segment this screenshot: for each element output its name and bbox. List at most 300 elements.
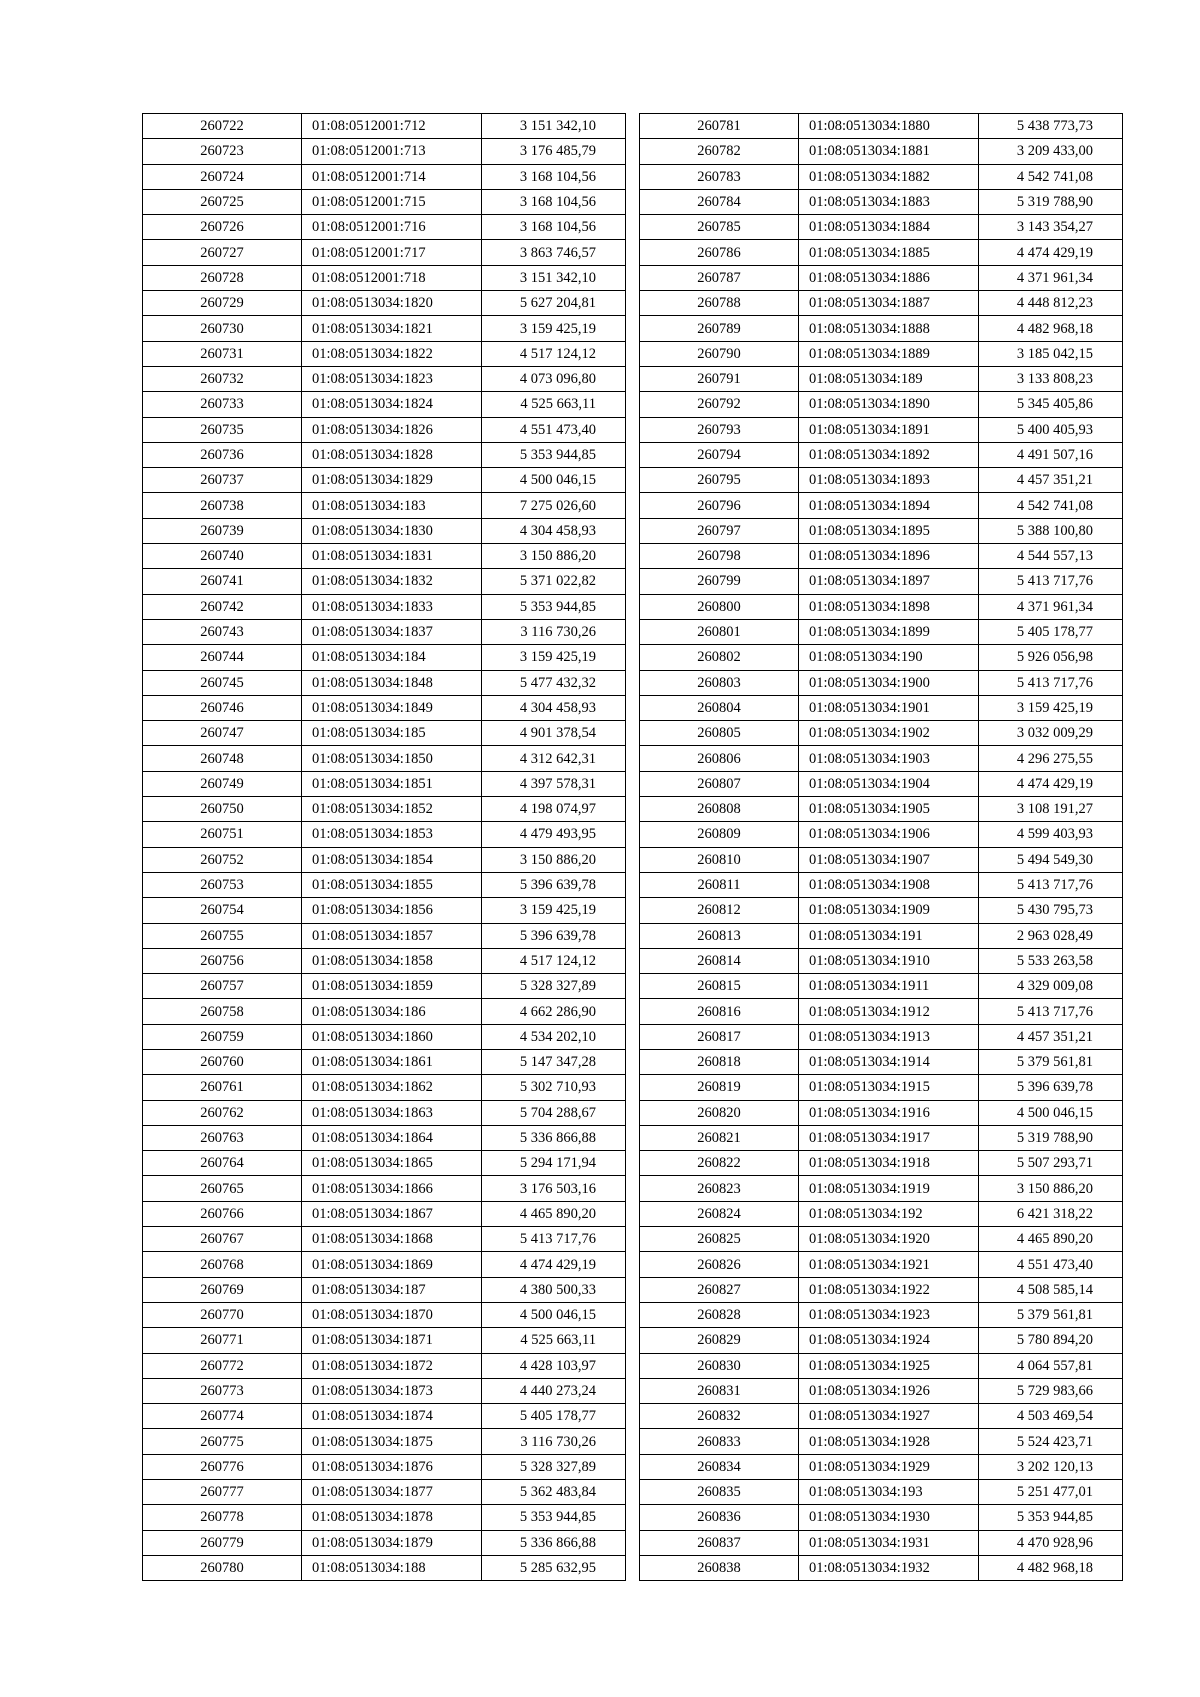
cadastral-number-cell: 01:08:0513034:190 xyxy=(799,645,979,670)
record-number-cell: 260745 xyxy=(143,670,302,695)
cadastral-value-cell: 5 507 293,71 xyxy=(979,1151,1123,1176)
table-row xyxy=(143,1277,626,1302)
table-row xyxy=(143,392,626,417)
table-row xyxy=(640,1429,1123,1454)
cadastral-value-cell: 3 150 886,20 xyxy=(482,847,626,872)
table-row xyxy=(640,1277,1123,1302)
cadastral-number-cell: 01:08:0513034:1826 xyxy=(302,417,482,442)
cadastral-number-cell: 01:08:0513034:1858 xyxy=(302,948,482,973)
cadastral-number-cell: 01:08:0513034:1892 xyxy=(799,442,979,467)
record-number-cell: 260782 xyxy=(640,139,799,164)
table-row xyxy=(143,695,626,720)
cadastral-value-cell: 5 328 327,89 xyxy=(482,1454,626,1479)
cadastral-value-cell: 4 448 812,23 xyxy=(979,291,1123,316)
cadastral-number-cell: 01:08:0513034:1833 xyxy=(302,594,482,619)
cadastral-value-cell: 3 185 042,15 xyxy=(979,341,1123,366)
record-number-cell: 260775 xyxy=(143,1429,302,1454)
record-number-cell: 260778 xyxy=(143,1505,302,1530)
cadastral-value-cell: 5 400 405,93 xyxy=(979,417,1123,442)
cadastral-number-cell: 01:08:0513034:186 xyxy=(302,999,482,1024)
table-row xyxy=(143,948,626,973)
cadastral-number-cell: 01:08:0513034:185 xyxy=(302,721,482,746)
table-row xyxy=(143,1555,626,1580)
cadastral-value-cell: 5 353 944,85 xyxy=(979,1505,1123,1530)
table-row xyxy=(143,746,626,771)
cadastral-value-cell: 3 151 342,10 xyxy=(482,265,626,290)
cadastral-value-cell: 7 275 026,60 xyxy=(482,493,626,518)
cadastral-number-cell: 01:08:0513034:1876 xyxy=(302,1454,482,1479)
cadastral-value-cell: 5 285 632,95 xyxy=(482,1555,626,1580)
record-number-cell: 260765 xyxy=(143,1176,302,1201)
record-number-cell: 260794 xyxy=(640,442,799,467)
cadastral-number-cell: 01:08:0513034:1852 xyxy=(302,797,482,822)
table-row xyxy=(640,139,1123,164)
table-row xyxy=(640,898,1123,923)
table-row xyxy=(640,746,1123,771)
record-number-cell: 260762 xyxy=(143,1100,302,1125)
table-row xyxy=(143,974,626,999)
record-number-cell: 260741 xyxy=(143,569,302,594)
record-number-cell: 260744 xyxy=(143,645,302,670)
record-number-cell: 260807 xyxy=(640,771,799,796)
record-number-cell: 260804 xyxy=(640,695,799,720)
cadastral-value-cell: 4 371 961,34 xyxy=(979,265,1123,290)
record-number-cell: 260722 xyxy=(143,114,302,139)
cadastral-number-cell: 01:08:0513034:1890 xyxy=(799,392,979,417)
record-number-cell: 260730 xyxy=(143,316,302,341)
table-row xyxy=(143,189,626,214)
cadastral-number-cell: 01:08:0513034:1883 xyxy=(799,189,979,214)
cadastral-value-cell: 4 500 046,15 xyxy=(482,1302,626,1327)
cadastral-value-cell: 4 482 968,18 xyxy=(979,316,1123,341)
cadastral-value-cell: 3 032 009,29 xyxy=(979,721,1123,746)
table-row xyxy=(143,291,626,316)
record-number-cell: 260760 xyxy=(143,1049,302,1074)
table-row xyxy=(640,1176,1123,1201)
record-number-cell: 260837 xyxy=(640,1530,799,1555)
cadastral-value-cell: 5 396 639,78 xyxy=(482,923,626,948)
cadastral-value-cell: 4 440 273,24 xyxy=(482,1378,626,1403)
cadastral-number-cell: 01:08:0513034:1922 xyxy=(799,1277,979,1302)
table-row xyxy=(143,721,626,746)
cadastral-number-cell: 01:08:0513034:1897 xyxy=(799,569,979,594)
cadastral-value-cell: 4 457 351,21 xyxy=(979,468,1123,493)
cadastral-value-cell: 4 474 429,19 xyxy=(979,240,1123,265)
record-number-cell: 260736 xyxy=(143,442,302,467)
record-number-cell: 260829 xyxy=(640,1328,799,1353)
table-row xyxy=(143,1429,626,1454)
cadastral-value-cell: 5 396 639,78 xyxy=(482,872,626,897)
table-row xyxy=(640,1024,1123,1049)
cadastral-number-cell: 01:08:0513034:1912 xyxy=(799,999,979,1024)
record-number-cell: 260755 xyxy=(143,923,302,948)
cadastral-number-cell: 01:08:0513034:1900 xyxy=(799,670,979,695)
cadastral-number-cell: 01:08:0513034:1837 xyxy=(302,619,482,644)
table-row xyxy=(143,1353,626,1378)
record-number-cell: 260801 xyxy=(640,619,799,644)
cadastral-number-cell: 01:08:0513034:1929 xyxy=(799,1454,979,1479)
cadastral-value-cell: 5 319 788,90 xyxy=(979,1125,1123,1150)
table-row xyxy=(640,1454,1123,1479)
record-number-cell: 260726 xyxy=(143,215,302,240)
cadastral-number-cell: 01:08:0513034:1859 xyxy=(302,974,482,999)
cadastral-value-cell: 5 294 171,94 xyxy=(482,1151,626,1176)
cadastral-number-cell: 01:08:0513034:1925 xyxy=(799,1353,979,1378)
cadastral-value-cell: 4 901 378,54 xyxy=(482,721,626,746)
table-row xyxy=(143,1252,626,1277)
cadastral-value-cell: 5 388 100,80 xyxy=(979,518,1123,543)
cadastral-number-cell: 01:08:0513034:1848 xyxy=(302,670,482,695)
table-row xyxy=(640,695,1123,720)
table-row xyxy=(640,265,1123,290)
table-row xyxy=(143,847,626,872)
record-number-cell: 260756 xyxy=(143,948,302,973)
cadastral-value-cell: 3 150 886,20 xyxy=(482,544,626,569)
record-number-cell: 260809 xyxy=(640,822,799,847)
cadastral-number-cell: 01:08:0513034:1824 xyxy=(302,392,482,417)
record-number-cell: 260791 xyxy=(640,366,799,391)
cadastral-number-cell: 01:08:0513034:1878 xyxy=(302,1505,482,1530)
table-row xyxy=(640,1075,1123,1100)
cadastral-value-cell: 5 147 347,28 xyxy=(482,1049,626,1074)
cadastral-number-cell: 01:08:0513034:1927 xyxy=(799,1404,979,1429)
table-row xyxy=(143,771,626,796)
record-number-cell: 260822 xyxy=(640,1151,799,1176)
table-row xyxy=(143,923,626,948)
cadastral-number-cell: 01:08:0513034:1896 xyxy=(799,544,979,569)
record-number-cell: 260818 xyxy=(640,1049,799,1074)
record-number-cell: 260828 xyxy=(640,1302,799,1327)
cadastral-number-cell: 01:08:0513034:1881 xyxy=(799,139,979,164)
cadastral-number-cell: 01:08:0513034:1868 xyxy=(302,1227,482,1252)
cadastral-value-cell: 4 482 968,18 xyxy=(979,1555,1123,1580)
record-number-cell: 260774 xyxy=(143,1404,302,1429)
record-number-cell: 260803 xyxy=(640,670,799,695)
table-row xyxy=(640,1100,1123,1125)
cadastral-number-cell: 01:08:0512001:712 xyxy=(302,114,482,139)
record-number-cell: 260758 xyxy=(143,999,302,1024)
cadastral-number-cell: 01:08:0513034:1828 xyxy=(302,442,482,467)
table-row xyxy=(143,619,626,644)
cadastral-number-cell: 01:08:0513034:1871 xyxy=(302,1328,482,1353)
cadastral-number-cell: 01:08:0513034:1853 xyxy=(302,822,482,847)
cadastral-value-cell: 2 963 028,49 xyxy=(979,923,1123,948)
table-row xyxy=(640,392,1123,417)
record-number-cell: 260793 xyxy=(640,417,799,442)
cadastral-number-cell: 01:08:0513034:189 xyxy=(799,366,979,391)
cadastral-value-cell: 6 421 318,22 xyxy=(979,1201,1123,1226)
cadastral-value-cell: 3 159 425,19 xyxy=(979,695,1123,720)
cadastral-value-cell: 4 470 928,96 xyxy=(979,1530,1123,1555)
cadastral-value-cell: 5 627 204,81 xyxy=(482,291,626,316)
record-number-cell: 260738 xyxy=(143,493,302,518)
cadastral-number-cell: 01:08:0513034:1909 xyxy=(799,898,979,923)
cadastral-number-cell: 01:08:0513034:183 xyxy=(302,493,482,518)
cadastral-value-cell: 3 863 746,57 xyxy=(482,240,626,265)
table-row xyxy=(143,645,626,670)
cadastral-number-cell: 01:08:0513034:1904 xyxy=(799,771,979,796)
cadastral-value-cell: 4 551 473,40 xyxy=(979,1252,1123,1277)
cadastral-number-cell: 01:08:0513034:1910 xyxy=(799,948,979,973)
table-row xyxy=(143,594,626,619)
cadastral-number-cell: 01:08:0513034:1877 xyxy=(302,1480,482,1505)
cadastral-number-cell: 01:08:0513034:1902 xyxy=(799,721,979,746)
cadastral-value-cell: 4 500 046,15 xyxy=(979,1100,1123,1125)
cadastral-number-cell: 01:08:0513034:1917 xyxy=(799,1125,979,1150)
cadastral-value-cell: 5 336 866,88 xyxy=(482,1530,626,1555)
record-number-cell: 260827 xyxy=(640,1277,799,1302)
cadastral-number-cell: 01:08:0513034:1880 xyxy=(799,114,979,139)
record-number-cell: 260826 xyxy=(640,1252,799,1277)
table-row xyxy=(640,619,1123,644)
cadastral-value-cell: 4 542 741,08 xyxy=(979,493,1123,518)
cadastral-value-cell: 5 379 561,81 xyxy=(979,1049,1123,1074)
cadastral-value-cell: 5 345 405,86 xyxy=(979,392,1123,417)
table-row xyxy=(143,341,626,366)
record-number-cell: 260817 xyxy=(640,1024,799,1049)
record-number-cell: 260754 xyxy=(143,898,302,923)
cadastral-value-cell: 5 413 717,76 xyxy=(979,872,1123,897)
record-number-cell: 260832 xyxy=(640,1404,799,1429)
cadastral-number-cell: 01:08:0513034:1928 xyxy=(799,1429,979,1454)
cadastral-number-cell: 01:08:0513034:1930 xyxy=(799,1505,979,1530)
table-row xyxy=(640,974,1123,999)
record-number-cell: 260788 xyxy=(640,291,799,316)
cadastral-value-cell: 4 064 557,81 xyxy=(979,1353,1123,1378)
table-row xyxy=(143,265,626,290)
cadastral-value-cell: 5 353 944,85 xyxy=(482,594,626,619)
record-number-cell: 260773 xyxy=(143,1378,302,1403)
table-row xyxy=(640,797,1123,822)
record-number-cell: 260823 xyxy=(640,1176,799,1201)
record-number-cell: 260798 xyxy=(640,544,799,569)
cadastral-number-cell: 01:08:0513034:1857 xyxy=(302,923,482,948)
table-row xyxy=(143,493,626,518)
cadastral-value-cell: 3 116 730,26 xyxy=(482,1429,626,1454)
table-row xyxy=(143,114,626,139)
record-number-cell: 260814 xyxy=(640,948,799,973)
cadastral-value-cell: 4 551 473,40 xyxy=(482,417,626,442)
cadastral-value-cell: 4 304 458,93 xyxy=(482,695,626,720)
record-number-cell: 260771 xyxy=(143,1328,302,1353)
cadastral-value-cell: 4 329 009,08 xyxy=(979,974,1123,999)
table-row xyxy=(143,139,626,164)
cadastral-value-cell: 4 544 557,13 xyxy=(979,544,1123,569)
cadastral-value-cell: 5 405 178,77 xyxy=(979,619,1123,644)
table-row xyxy=(640,417,1123,442)
table-row xyxy=(143,1227,626,1252)
cadastral-value-cell: 3 168 104,56 xyxy=(482,215,626,240)
table-row xyxy=(640,518,1123,543)
cadastral-number-cell: 01:08:0513034:1874 xyxy=(302,1404,482,1429)
cadastral-number-cell: 01:08:0513034:187 xyxy=(302,1277,482,1302)
table-row xyxy=(640,1378,1123,1403)
cadastral-value-cell: 4 304 458,93 xyxy=(482,518,626,543)
cadastral-number-cell: 01:08:0513034:1851 xyxy=(302,771,482,796)
cadastral-value-cell: 5 413 717,76 xyxy=(979,670,1123,695)
cadastral-value-cell: 5 729 983,66 xyxy=(979,1378,1123,1403)
cadastral-value-cell: 5 438 773,73 xyxy=(979,114,1123,139)
record-number-cell: 260735 xyxy=(143,417,302,442)
cadastral-number-cell: 01:08:0513034:1899 xyxy=(799,619,979,644)
cadastral-number-cell: 01:08:0513034:184 xyxy=(302,645,482,670)
record-number-cell: 260750 xyxy=(143,797,302,822)
cadastral-value-cell: 5 396 639,78 xyxy=(979,1075,1123,1100)
table-row xyxy=(143,468,626,493)
cadastral-value-cell: 4 525 663,11 xyxy=(482,392,626,417)
cadastral-number-cell: 01:08:0513034:1870 xyxy=(302,1302,482,1327)
cadastral-number-cell: 01:08:0513034:1921 xyxy=(799,1252,979,1277)
table-row xyxy=(143,1075,626,1100)
cadastral-number-cell: 01:08:0513034:1823 xyxy=(302,366,482,391)
record-number-cell: 260812 xyxy=(640,898,799,923)
record-number-cell: 260777 xyxy=(143,1480,302,1505)
cadastral-value-cell: 4 517 124,12 xyxy=(482,948,626,973)
record-number-cell: 260815 xyxy=(640,974,799,999)
table-row xyxy=(143,1454,626,1479)
table-row xyxy=(640,291,1123,316)
record-number-cell: 260838 xyxy=(640,1555,799,1580)
record-number-cell: 260795 xyxy=(640,468,799,493)
cadastral-number-cell: 01:08:0513034:1831 xyxy=(302,544,482,569)
cadastral-value-cell: 4 500 046,15 xyxy=(482,468,626,493)
cadastral-value-table-right xyxy=(639,113,1123,1581)
cadastral-value-cell: 5 336 866,88 xyxy=(482,1125,626,1150)
table-row xyxy=(640,1530,1123,1555)
cadastral-number-cell: 01:08:0513034:1911 xyxy=(799,974,979,999)
record-number-cell: 260742 xyxy=(143,594,302,619)
cadastral-value-cell: 4 508 585,14 xyxy=(979,1277,1123,1302)
cadastral-number-cell: 01:08:0513034:1920 xyxy=(799,1227,979,1252)
table-row xyxy=(640,442,1123,467)
record-number-cell: 260821 xyxy=(640,1125,799,1150)
cadastral-number-cell: 01:08:0513034:1860 xyxy=(302,1024,482,1049)
cadastral-number-cell: 01:08:0513034:1919 xyxy=(799,1176,979,1201)
cadastral-number-cell: 01:08:0512001:718 xyxy=(302,265,482,290)
record-number-cell: 260772 xyxy=(143,1353,302,1378)
cadastral-number-cell: 01:08:0513034:1916 xyxy=(799,1100,979,1125)
record-number-cell: 260836 xyxy=(640,1505,799,1530)
cadastral-number-cell: 01:08:0513034:1926 xyxy=(799,1378,979,1403)
table-row xyxy=(640,1328,1123,1353)
cadastral-value-cell: 4 397 578,31 xyxy=(482,771,626,796)
record-number-cell: 260724 xyxy=(143,164,302,189)
record-number-cell: 260811 xyxy=(640,872,799,897)
cadastral-number-cell: 01:08:0513034:1879 xyxy=(302,1530,482,1555)
cadastral-number-cell: 01:08:0513034:188 xyxy=(302,1555,482,1580)
cadastral-number-cell: 01:08:0513034:1884 xyxy=(799,215,979,240)
table-row xyxy=(640,1151,1123,1176)
cadastral-number-cell: 01:08:0513034:1867 xyxy=(302,1201,482,1226)
cadastral-value-cell: 4 465 890,20 xyxy=(482,1201,626,1226)
table-row xyxy=(143,1151,626,1176)
record-number-cell: 260786 xyxy=(640,240,799,265)
cadastral-number-cell: 01:08:0513034:1821 xyxy=(302,316,482,341)
cadastral-number-cell: 01:08:0513034:1862 xyxy=(302,1075,482,1100)
table-row xyxy=(143,1530,626,1555)
cadastral-number-cell: 01:08:0513034:1924 xyxy=(799,1328,979,1353)
cadastral-value-table-left xyxy=(142,113,626,1581)
table-row xyxy=(143,1049,626,1074)
record-number-cell: 260740 xyxy=(143,544,302,569)
cadastral-number-cell: 01:08:0513034:191 xyxy=(799,923,979,948)
cadastral-value-cell: 4 296 275,55 xyxy=(979,746,1123,771)
table-row xyxy=(143,366,626,391)
cadastral-value-cell: 4 599 403,93 xyxy=(979,822,1123,847)
cadastral-value-cell: 3 168 104,56 xyxy=(482,189,626,214)
record-number-cell: 260728 xyxy=(143,265,302,290)
cadastral-value-cell: 3 209 433,00 xyxy=(979,139,1123,164)
cadastral-value-cell: 5 362 483,84 xyxy=(482,1480,626,1505)
record-number-cell: 260819 xyxy=(640,1075,799,1100)
cadastral-number-cell: 01:08:0512001:714 xyxy=(302,164,482,189)
cadastral-value-cell: 3 176 503,16 xyxy=(482,1176,626,1201)
table-row xyxy=(640,999,1123,1024)
cadastral-value-cell: 4 491 507,16 xyxy=(979,442,1123,467)
record-number-cell: 260830 xyxy=(640,1353,799,1378)
cadastral-number-cell: 01:08:0513034:1822 xyxy=(302,341,482,366)
record-number-cell: 260806 xyxy=(640,746,799,771)
record-number-cell: 260776 xyxy=(143,1454,302,1479)
record-number-cell: 260764 xyxy=(143,1151,302,1176)
cadastral-value-cell: 4 371 961,34 xyxy=(979,594,1123,619)
record-number-cell: 260813 xyxy=(640,923,799,948)
record-number-cell: 260779 xyxy=(143,1530,302,1555)
cadastral-number-cell: 01:08:0513034:1832 xyxy=(302,569,482,594)
table-row xyxy=(640,645,1123,670)
table-row xyxy=(143,1024,626,1049)
cadastral-value-cell: 4 525 663,11 xyxy=(482,1328,626,1353)
cadastral-value-cell: 5 328 327,89 xyxy=(482,974,626,999)
cadastral-value-cell: 4 474 429,19 xyxy=(979,771,1123,796)
table-row xyxy=(640,1555,1123,1580)
table-row xyxy=(143,240,626,265)
record-number-cell: 260784 xyxy=(640,189,799,214)
table-row xyxy=(143,999,626,1024)
table-row xyxy=(640,544,1123,569)
cadastral-value-cell: 4 465 890,20 xyxy=(979,1227,1123,1252)
table-row xyxy=(640,1125,1123,1150)
cadastral-number-cell: 01:08:0513034:1873 xyxy=(302,1378,482,1403)
cadastral-number-cell: 01:08:0513034:1906 xyxy=(799,822,979,847)
cadastral-number-cell: 01:08:0513034:1886 xyxy=(799,265,979,290)
cadastral-value-cell: 3 108 191,27 xyxy=(979,797,1123,822)
cadastral-number-cell: 01:08:0513034:1907 xyxy=(799,847,979,872)
cadastral-value-cell: 5 353 944,85 xyxy=(482,1505,626,1530)
table-row xyxy=(640,1302,1123,1327)
record-number-cell: 260731 xyxy=(143,341,302,366)
cadastral-value-cell: 5 780 894,20 xyxy=(979,1328,1123,1353)
cadastral-value-cell: 5 926 056,98 xyxy=(979,645,1123,670)
record-number-cell: 260780 xyxy=(143,1555,302,1580)
table-body xyxy=(143,114,626,1581)
cadastral-number-cell: 01:08:0513034:1895 xyxy=(799,518,979,543)
cadastral-value-cell: 5 704 288,67 xyxy=(482,1100,626,1125)
record-number-cell: 260833 xyxy=(640,1429,799,1454)
record-number-cell: 260834 xyxy=(640,1454,799,1479)
record-number-cell: 260808 xyxy=(640,797,799,822)
table-row xyxy=(143,164,626,189)
table-row xyxy=(640,948,1123,973)
cadastral-number-cell: 01:08:0513034:1913 xyxy=(799,1024,979,1049)
table-row xyxy=(143,1100,626,1125)
cadastral-number-cell: 01:08:0513034:1866 xyxy=(302,1176,482,1201)
cadastral-number-cell: 01:08:0513034:1894 xyxy=(799,493,979,518)
table-row xyxy=(640,872,1123,897)
cadastral-value-cell: 3 159 425,19 xyxy=(482,316,626,341)
table-row xyxy=(143,1302,626,1327)
table-row xyxy=(143,1328,626,1353)
